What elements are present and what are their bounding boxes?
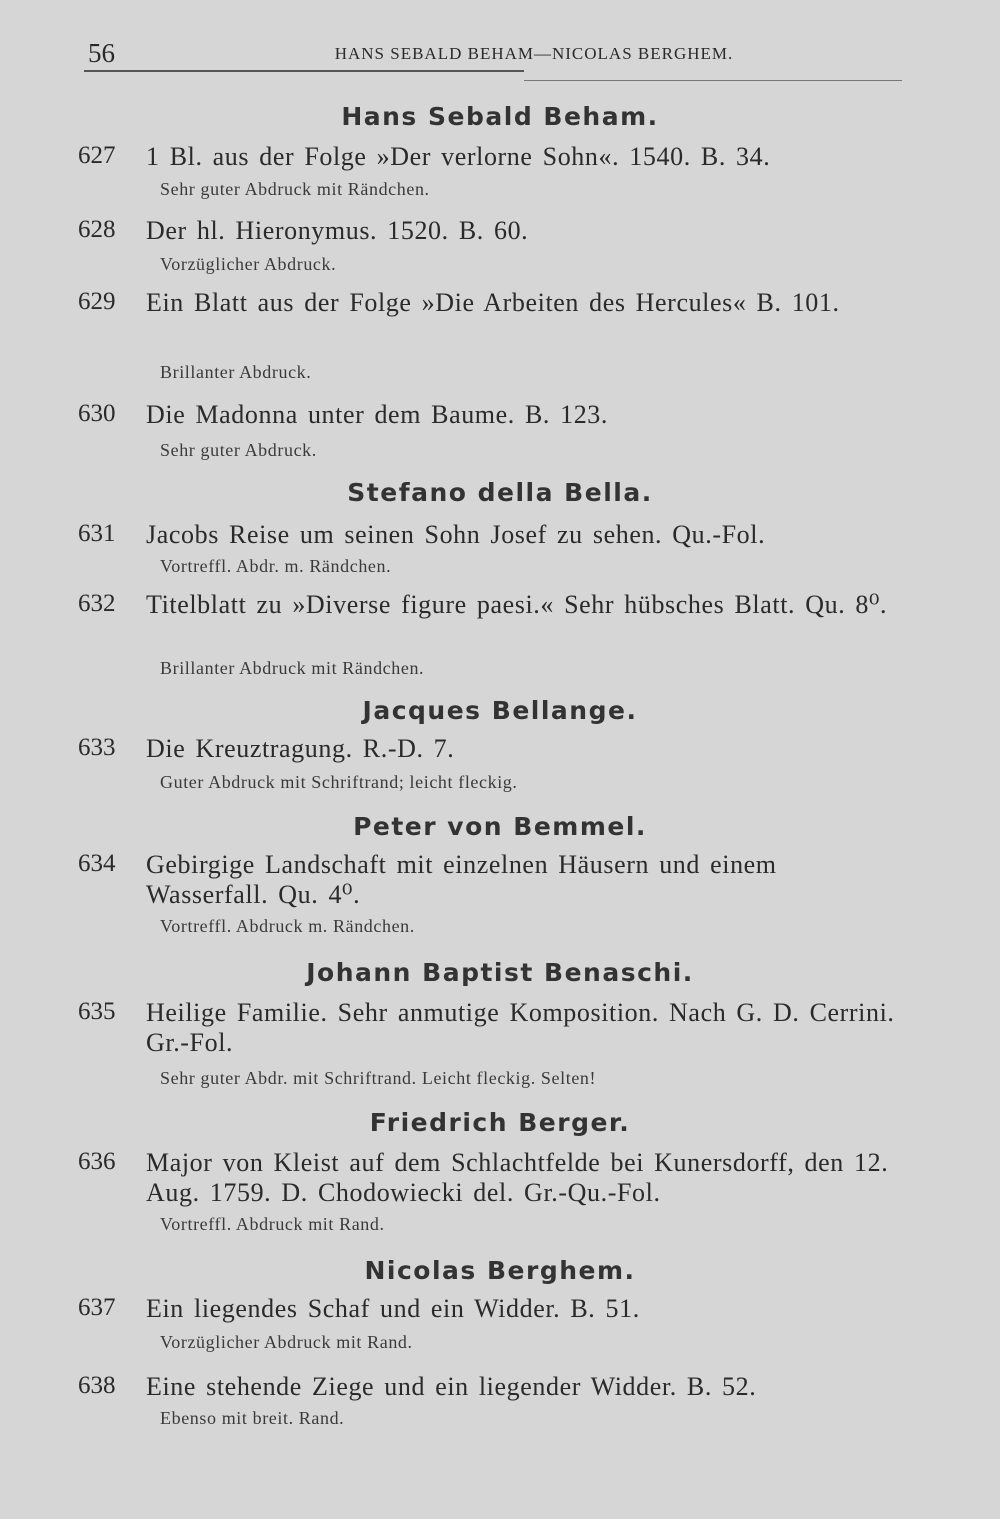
entry-note: Brillanter Abdruck. [160,362,312,382]
artist-heading: Hans Sebald Beham. [341,102,659,131]
header-rule-thick [84,70,524,72]
entry-number: 627 [78,142,116,169]
entry-title: Die Madonna unter dem Baume. B. 123. [146,400,609,429]
entry-note: Vortreffl. Abdr. m. Rändchen. [160,556,392,576]
entry-note: Vorzüglicher Abdruck. [160,254,337,274]
running-title: HANS SEBALD BEHAM—NICOLAS BERGHEM. [334,44,734,63]
entry-note: Vortreffl. Abdruck m. Rändchen. [160,916,415,936]
entry-title: 1 Bl. aus der Folge »Der verlorne Sohn«. 1540. B. 34. [146,142,771,171]
entry-number: 637 [78,1294,116,1321]
artist-heading: Nicolas Berghem. [364,1256,636,1285]
running-head [84,38,902,82]
entry-title: Der hl. Hieronymus. 1520. B. 60. [146,216,529,245]
entry-number: 631 [78,520,116,547]
page-number: 56 [88,38,115,68]
header-rule-thin [524,80,902,81]
entry-note: Guter Abdruck mit Schriftrand; leicht fleckig. [160,772,518,792]
entry-note: Ebenso mit breit. Rand. [160,1408,345,1428]
entry-note: Vorzüglicher Abdruck mit Rand. [160,1332,413,1352]
artist-heading: Peter von Bemmel. [353,812,647,841]
entry-note: Vortreffl. Abdruck mit Rand. [160,1214,385,1234]
entry-note: Sehr guter Abdr. mit Schriftrand. Leicht fleckig. Selten! [160,1068,597,1088]
entry-number: 636 [78,1148,116,1175]
entry-title: Major von Kleist auf dem Schlachtfelde bei Kunersdorff, den 12. Aug. 1759. D. Chodowiecki del. Gr.-Qu.-Fol. [146,1148,889,1207]
entry-title: Eine stehende Ziege und ein liegender Widder. B. 52. [146,1372,757,1401]
entry-number: 635 [78,998,116,1025]
artist-heading: Stefano della Bella. [347,478,653,507]
entry-title: Titelblatt zu »Diverse figure paesi.« Sehr hübsches Blatt. Qu. 8⁰. [146,590,888,619]
entry-title: Heilige Familie. Sehr anmutige Komposition. Nach G. D. Cerrini. Gr.-Fol. [146,998,895,1057]
artist-heading: Jacques Bellange. [362,696,638,725]
entry-number: 628 [78,216,116,243]
entry-note: Brillanter Abdruck mit Rändchen. [160,658,425,678]
entry-title: Jacobs Reise um seinen Sohn Josef zu sehen. Qu.-Fol. [146,520,766,549]
entry-number: 634 [78,850,116,877]
entry-title: Ein liegendes Schaf und ein Widder. B. 51. [146,1294,640,1323]
entry-title: Gebirgige Landschaft mit einzelnen Häusern und einem Wasserfall. Qu. 4⁰. [146,850,777,909]
entry-title: Die Kreuztragung. R.-D. 7. [146,734,455,763]
artist-heading: Friedrich Berger. [369,1108,631,1137]
artist-heading: Johann Baptist Benaschi. [306,958,694,987]
entry-number: 629 [78,288,116,315]
entry-number: 638 [78,1372,116,1399]
entry-number: 632 [78,590,116,617]
entry-title: Ein Blatt aus der Folge »Die Arbeiten des Hercules« B. 101. [146,288,840,317]
entry-note: Sehr guter Abdruck. [160,440,317,460]
entry-number: 633 [78,734,116,761]
entry-number: 630 [78,400,116,427]
entry-note: Sehr guter Abdruck mit Rändchen. [160,179,430,199]
